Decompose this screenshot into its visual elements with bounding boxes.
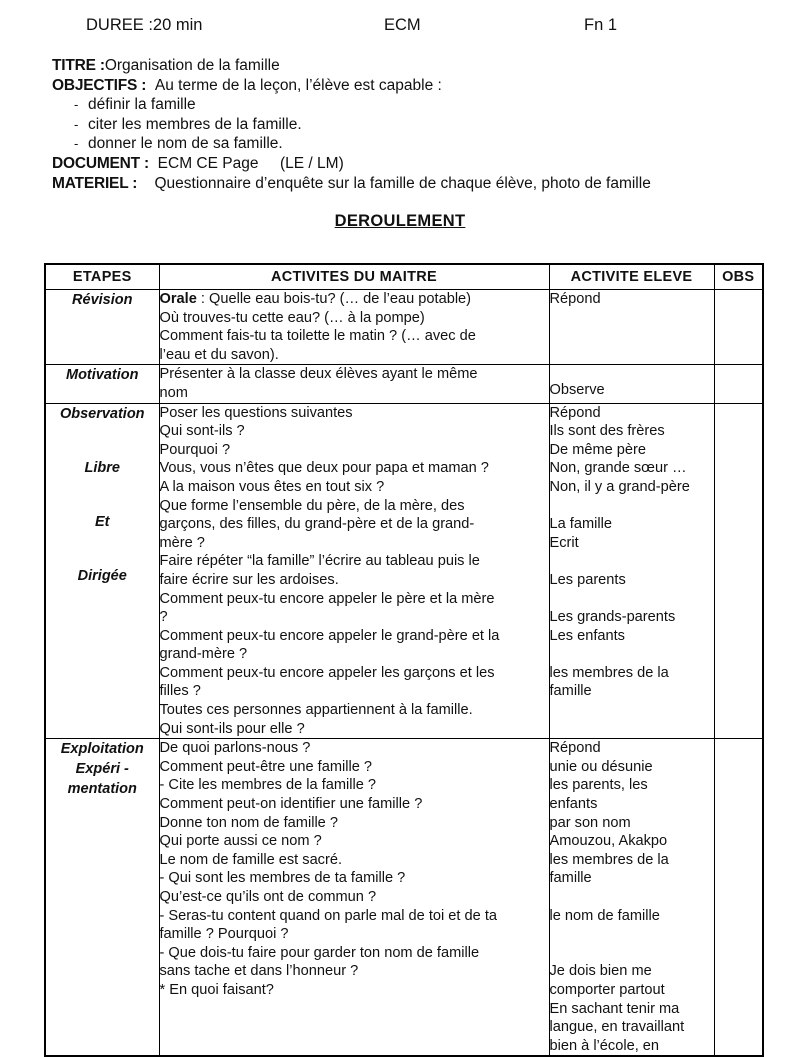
maitre-line: Le nom de famille est sacré. [159, 851, 343, 868]
maitre-line: Comment fais-tu ta toilette le matin ? (… avec de [159, 328, 476, 345]
maitre-line: faire écrire sur les ardoises. [159, 571, 339, 588]
cell-obs [714, 403, 763, 739]
maitre-line: Où trouves-tu cette eau? (… à la pompe) [159, 309, 425, 326]
eleve-spacer [550, 497, 714, 516]
eleve-spacer [550, 925, 714, 944]
eleve-line: Répond [549, 291, 601, 307]
maitre-line: - Cite les membres de la famille ? [159, 777, 377, 794]
eleve-line: Ecrit [549, 534, 579, 551]
bullet-dash-icon: - [74, 136, 79, 152]
section-title [0, 212, 800, 231]
eleve-line: Observe [549, 382, 605, 399]
objective-text: citer les membres de la famille. [88, 115, 302, 133]
eleve-spacer [550, 888, 714, 907]
eleve-line: par son nom [549, 814, 631, 831]
cell-etape [45, 739, 159, 1057]
maitre-line: famille ? Pourquoi ? [159, 926, 289, 943]
eleve-line: les parents, les [549, 777, 648, 794]
maitre-line: - Seras-tu content quand on parle mal de toi et de ta [159, 907, 497, 924]
cell-activite-eleve [549, 739, 714, 1057]
eleve-line: langue, en travaillant [549, 1019, 685, 1036]
cell-obs [714, 365, 763, 403]
etape-line: mentation [67, 781, 137, 798]
maitre-line [160, 290, 549, 309]
eleve-line: Ils sont des frères [549, 423, 665, 440]
objectifs-label: OBJECTIFS : [52, 76, 147, 94]
table-row [45, 290, 763, 365]
maitre-line: Donne ton nom de famille ? [159, 814, 338, 831]
maitre-line: Que forme l’ensemble du père, de la mère, des [159, 497, 465, 514]
table-header-row [45, 264, 763, 290]
maitre-line: Présenter à la classe deux élèves ayant le même [159, 366, 478, 383]
page-header [44, 16, 762, 42]
table-row [45, 403, 763, 739]
cell-activite-eleve [549, 403, 714, 739]
cell-obs [714, 290, 763, 365]
maitre-line: Poser les questions suivantes [159, 404, 353, 421]
document-edition: (LE / LM) [280, 154, 344, 172]
eleve-line: Les parents [549, 571, 626, 588]
sheet-number-text: Fn 1 [584, 16, 618, 34]
eleve-line: les membres de la [549, 664, 669, 681]
eleve-line: le nom de famille [549, 907, 660, 924]
maitre-line: nom [159, 384, 188, 401]
eleve-line: En sachant tenir ma [549, 1000, 680, 1017]
maitre-line: sans tache et dans l’honneur ? [159, 963, 359, 980]
etape-line: Dirigée [77, 567, 127, 584]
eleve-line: enfants [549, 796, 598, 813]
etape-stack [46, 365, 159, 385]
maitre-line: Comment peux-tu encore appeler le grand-père et la [159, 627, 500, 644]
eleve-line: Répond [549, 740, 601, 757]
maitre-line: Qui sont-ils pour elle ? [159, 720, 305, 737]
objectifs-row [52, 76, 770, 96]
col-header-obs: OBS [714, 264, 763, 290]
section-title-text: DEROULEMENT [334, 212, 466, 230]
eleve-line: Les enfants [549, 627, 625, 644]
maitre-line: Qui porte aussi ce nom ? [159, 833, 322, 850]
etape-line: Observation [59, 405, 145, 422]
table-row [45, 365, 763, 403]
maitre-line: Comment peux-tu encore appeler le père et la mère [159, 590, 495, 607]
cell-etape [45, 290, 159, 365]
maitre-line: grand-mère ? [159, 646, 248, 663]
materiel-value: Questionnaire d’enquête sur la famille de chaque élève, photo de famille [154, 174, 651, 192]
eleve-line: Les grands-parents [549, 609, 676, 626]
eleve-line: bien à l’école, en [549, 1037, 660, 1054]
maitre-line: Qui sont-ils ? [159, 423, 245, 440]
cell-etape [45, 365, 159, 403]
objective-item [52, 134, 770, 154]
eleve-line: Non, grande sœur … [549, 460, 687, 477]
document-value: ECM CE Page [157, 154, 259, 172]
titre-row [52, 56, 770, 76]
duration-text: DUREE :20 min [86, 16, 203, 34]
cell-activites-maitre [159, 365, 549, 403]
maitre-line: Comment peut-on identifier une famille ? [159, 796, 423, 813]
eleve-line: les membres de la [549, 851, 669, 868]
cell-activite-eleve [549, 365, 714, 403]
etape-line: Motivation [66, 367, 139, 384]
maitre-line: Pourquoi ? [159, 441, 231, 458]
maitre-line: - Que dois-tu faire pour garder ton nom de famille [159, 944, 480, 961]
document-row [52, 154, 770, 174]
maitre-line: Qu’est-ce qu’ils ont de commun ? [159, 889, 377, 905]
eleve-spacer [550, 552, 714, 571]
etape-line: Et [95, 513, 110, 530]
lesson-plan-table [44, 263, 764, 1057]
titre-label: TITRE : [52, 57, 105, 74]
materiel-label: MATERIEL : [52, 174, 138, 192]
etape-line: Exploitation [60, 741, 144, 758]
materiel-row [52, 174, 770, 194]
cell-activites-maitre [159, 403, 549, 739]
cell-obs [714, 739, 763, 1057]
eleve-line: unie ou désunie [549, 758, 653, 775]
maitre-line: De quoi parlons-nous ? [159, 740, 311, 757]
maitre-line: Vous, vous n’êtes que deux pour papa et maman ? [159, 460, 489, 477]
eleve-line: La famille [549, 516, 612, 533]
maitre-line: * En quoi faisant? [159, 981, 274, 998]
maitre-line: garçons, des filles, du grand-père et de la grand- [159, 516, 475, 533]
eleve-line: Répond [549, 404, 601, 421]
objectifs-value: Au terme de la leçon, l’élève est capable : [154, 76, 442, 94]
eleve-spacer [550, 944, 714, 963]
table-header [45, 264, 763, 290]
eleve-line: famille [549, 683, 592, 700]
bullet-dash-icon: - [74, 116, 79, 132]
maitre-line-bold: Orale [159, 291, 197, 307]
etape-line: Expéri - [75, 761, 129, 778]
maitre-line: l’eau et du savon). [159, 346, 279, 363]
etape-stack [46, 739, 159, 799]
cell-etape [45, 403, 159, 739]
cell-activites-maitre [159, 739, 549, 1057]
maitre-line: Faire répéter “la famille” l’écrire au tableau puis le [159, 553, 480, 570]
maitre-line: Comment peux-tu encore appeler les garçons et les [159, 664, 495, 681]
maitre-line: filles ? [159, 683, 201, 700]
cell-activites-maitre [159, 290, 549, 365]
eleve-line: Amouzou, Akakpo [549, 833, 668, 850]
objective-text: donner le nom de sa famille. [88, 135, 283, 153]
titre-value: Organisation de la famille [104, 57, 280, 74]
subject-text: ECM [384, 16, 421, 34]
maitre-line: Toutes ces personnes appartiennent à la famille. [159, 702, 473, 719]
lesson-meta-block [52, 56, 770, 193]
maitre-line-text: : Quelle eau bois-tu? (… de l’eau potable) [196, 291, 472, 307]
etape-line: Révision [72, 292, 133, 308]
eleve-spacer [550, 645, 714, 664]
col-header-activites-maitre: ACTIVITES DU MAITRE [159, 264, 549, 290]
lesson-plan-table-wrapper [44, 263, 762, 1057]
eleve-line: Je dois bien me [549, 963, 652, 980]
maitre-line: A la maison vous êtes en tout six ? [159, 478, 385, 495]
etape-stack [46, 404, 159, 586]
bullet-dash-icon: - [74, 97, 79, 113]
maitre-line: mère ? [159, 534, 205, 551]
objective-item [52, 115, 770, 135]
objectives-list [52, 95, 770, 154]
col-header-activite-eleve: ACTIVITE ELEVE [549, 264, 714, 290]
maitre-line: ? [159, 609, 168, 626]
eleve-line: Non, il y a grand-père [549, 478, 690, 495]
table-row [45, 739, 763, 1057]
etape-stack [46, 290, 159, 310]
objective-text: définir la famille [88, 96, 196, 114]
document-label: DOCUMENT : [52, 154, 150, 172]
maitre-line: Comment peut-être une famille ? [159, 758, 373, 775]
eleve-line: comporter partout [549, 981, 665, 998]
table-body [45, 290, 763, 1057]
objective-item [52, 95, 770, 115]
col-header-etapes: ETAPES [45, 264, 159, 290]
eleve-spacer [550, 590, 714, 609]
eleve-line: famille [549, 870, 592, 887]
maitre-line: - Qui sont les membres de ta famille ? [159, 870, 406, 887]
eleve-line: De même père [549, 441, 647, 458]
cell-activite-eleve [549, 290, 714, 365]
etape-line: Libre [84, 459, 120, 476]
